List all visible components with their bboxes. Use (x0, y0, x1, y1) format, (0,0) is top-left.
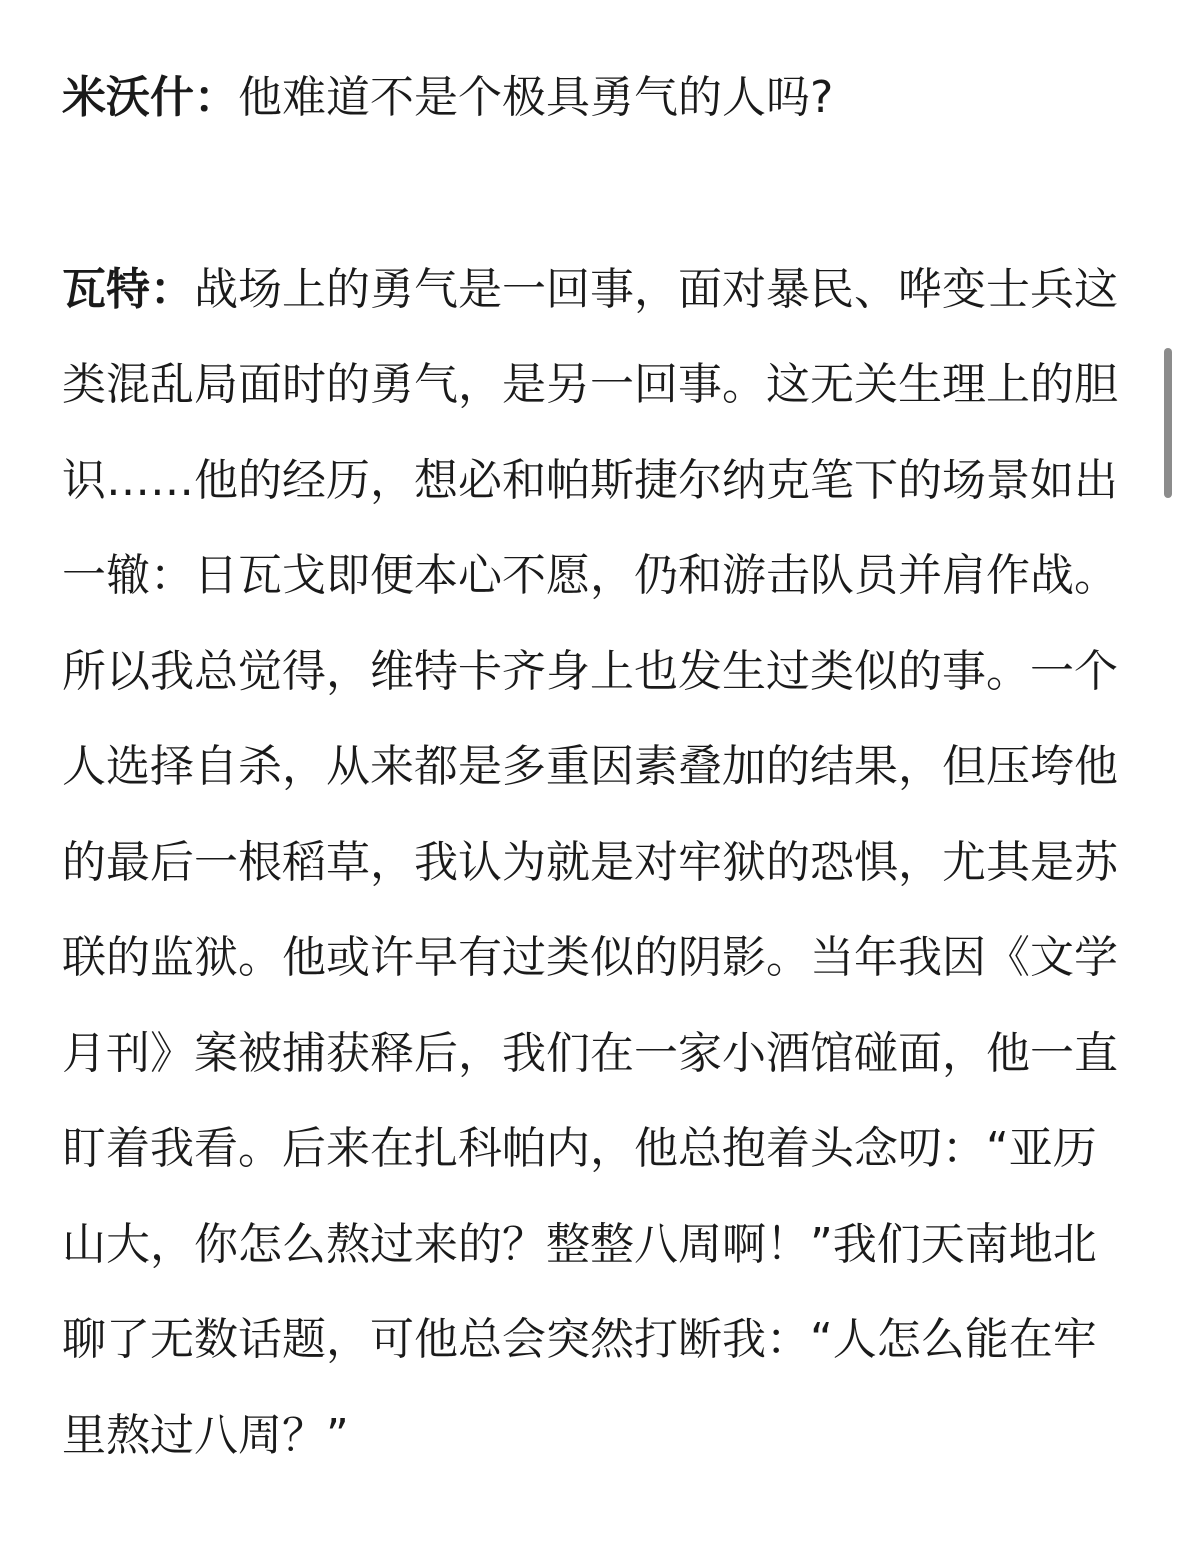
speaker-name: 米沃什： (62, 72, 238, 123)
paragraph-text-line: 一辙：日瓦戈即便本心不愿，仍和游击队员并肩作战。 (62, 550, 1118, 601)
paragraph-text-line: 聊了无数话题，可他总会突然打断我：“人怎么能在牢 (62, 1314, 1097, 1365)
paragraph-text-line: 月刊》案被捕获释后，我们在一家小酒馆碰面，他一直 (62, 1028, 1118, 1079)
speaker-name: 瓦特： (62, 264, 194, 315)
paragraph-text-line: 联的监狱。他或许早有过类似的阴影。当年我因《文学 (62, 932, 1118, 983)
paragraph-1 (62, 68, 833, 128)
paragraph-line (62, 260, 1118, 320)
paragraph-text-line: 识……他的经历，想必和帕斯捷尔纳克笔下的场景如出 (62, 455, 1118, 506)
paragraph-text-line: 战场上的勇气是一回事，面对暴民、哗变士兵这 (194, 264, 1118, 315)
paragraph-text-line: 他难道不是个极具勇气的人吗? (238, 72, 834, 123)
paragraph-text-line: 所以我总觉得，维特卡齐身上也发生过类似的事。一个 (62, 646, 1118, 697)
paragraph-text-line: 的最后一根稻草，我认为就是对牢狱的恐惧，尤其是苏 (62, 837, 1118, 888)
vertical-scrollbar[interactable] (1157, 0, 1179, 1567)
paragraph-text-line: 人选择自杀，从来都是多重因素叠加的结果，但压垮他 (62, 741, 1118, 792)
paragraph-text-line: 里熬过八周？” (62, 1410, 349, 1461)
paragraph-text-line: 盯着我看。后来在扎科帕内，他总抱着头念叨：“亚历 (62, 1123, 1097, 1174)
scrollbar-thumb[interactable] (1164, 348, 1172, 498)
paragraph-text-line: 类混乱局面时的勇气，是另一回事。这无关生理上的胆 (62, 359, 1118, 410)
paragraph-text-line: 山大，你怎么熬过来的？整整八周啊！”我们天南地北 (62, 1219, 1097, 1270)
